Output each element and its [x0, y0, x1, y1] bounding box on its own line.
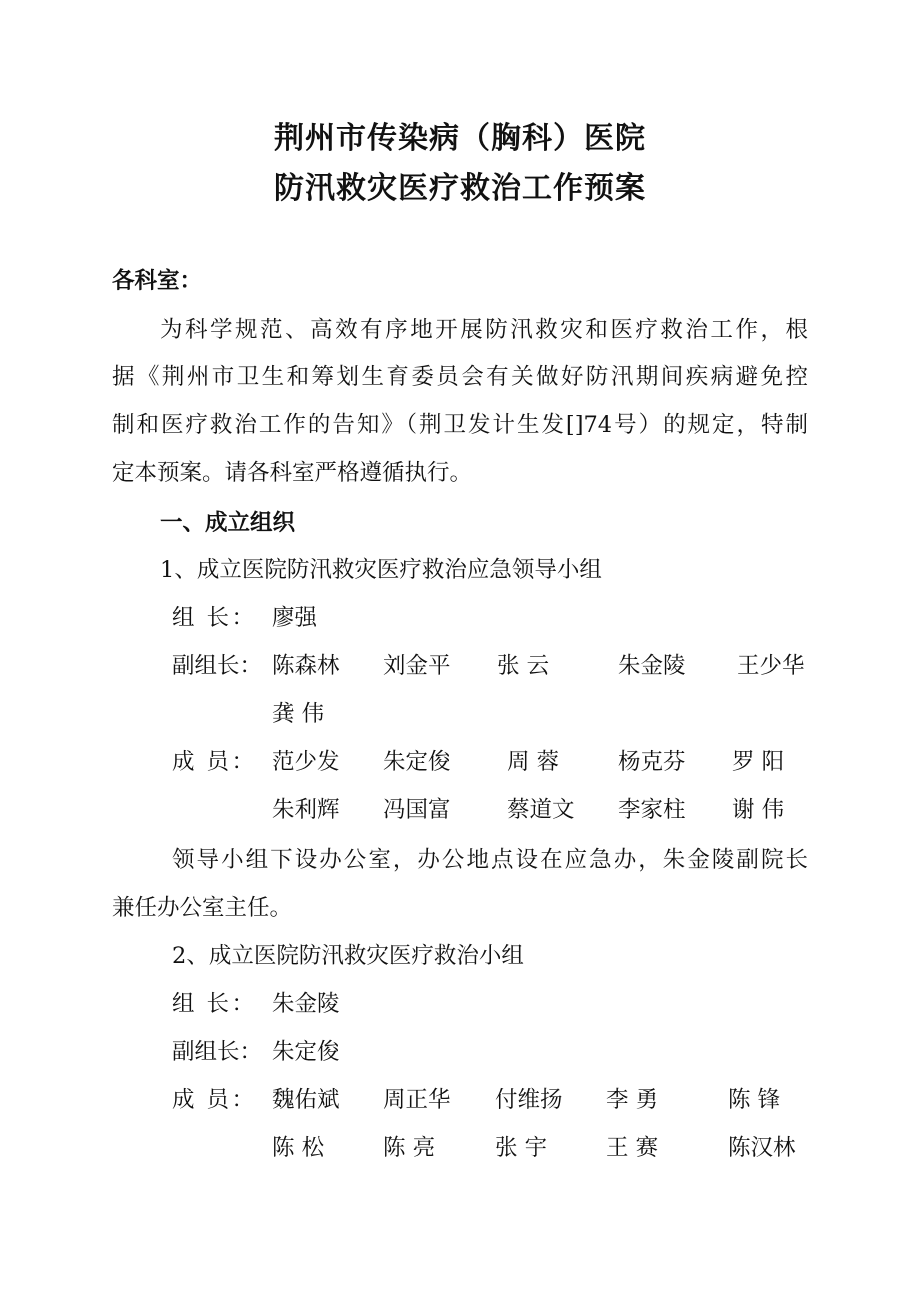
section-heading: 一、成立组织 [160, 510, 296, 536]
group1-member-name: 罗 阳 [732, 749, 785, 775]
group1-members-label: 成 员： [172, 749, 254, 775]
group1-deputy-label: 副组长： [172, 653, 263, 679]
group2-member-name: 魏佑斌 [272, 1087, 340, 1113]
group2-member-name: 李 勇 [606, 1087, 659, 1113]
group2-deputy-name: 朱定俊 [272, 1039, 340, 1065]
group1-member-name: 朱利辉 [272, 797, 340, 823]
intro-line: 为科学规范、高效有序地开展防汛救灾和医疗救治工作，根 [160, 317, 808, 343]
group1-member-name: 蔡道文 [507, 797, 575, 823]
group1-title: 1、成立医院防汛救灾医疗救治应急领导小组 [160, 557, 602, 583]
group1-deputy-name: 朱金陵 [618, 653, 686, 679]
group2-member-name: 陈 亮 [383, 1135, 436, 1161]
group1-deputy-name: 刘金平 [383, 653, 451, 679]
intro-line: 定本预案。请各科室严格遵循执行。 [112, 460, 473, 486]
group1-deputy-name: 张 云 [497, 653, 550, 679]
intro-line: 制和医疗救治工作的告知》（荆卫发计生发[]74号）的规定，特制 [112, 412, 808, 438]
salutation: 各科室： [112, 268, 203, 294]
group1-member-name: 范少发 [272, 749, 340, 775]
intro-line: 据《荆州市卫生和筹划生育委员会有关做好防汛期间疾病避免控 [112, 364, 808, 390]
group1-deputy-name: 龚 伟 [272, 701, 325, 727]
group2-member-name: 周正华 [383, 1087, 451, 1113]
group2-member-name: 王 赛 [606, 1135, 659, 1161]
document-title-line1: 荆州市传染病（胸科）医院 [274, 121, 646, 156]
group1-member-name: 李家柱 [618, 797, 686, 823]
group1-member-name: 冯国富 [383, 797, 451, 823]
group1-member-name: 杨克芬 [618, 749, 686, 775]
group2-member-name: 陈 松 [272, 1135, 325, 1161]
group1-leader-label: 组 长： [172, 605, 254, 631]
group1-leader-name: 廖强 [272, 605, 318, 631]
document-title-line2: 防汛救灾医疗救治工作预案 [274, 171, 646, 206]
group2-members-label: 成 员： [172, 1087, 254, 1113]
group1-member-name: 朱定俊 [383, 749, 451, 775]
office-note-line: 兼任办公室主任。 [112, 895, 293, 921]
group1-deputy-name: 王少华 [737, 653, 805, 679]
office-note-line: 领导小组下设办公室，办公地点设在应急办，朱金陵副院长 [172, 847, 808, 873]
group2-member-name: 张 宇 [495, 1135, 548, 1161]
group1-deputy-name: 陈森林 [272, 653, 340, 679]
group2-deputy-label: 副组长： [172, 1039, 263, 1065]
group2-leader-name: 朱金陵 [272, 991, 340, 1017]
group1-member-name: 周 蓉 [507, 749, 560, 775]
group2-member-name: 陈汉林 [728, 1135, 796, 1161]
group1-member-name: 谢 伟 [732, 797, 785, 823]
group2-leader-label: 组 长： [172, 991, 254, 1017]
group2-title: 2、成立医院防汛救灾医疗救治小组 [172, 943, 524, 969]
group2-member-name: 付维扬 [495, 1087, 563, 1113]
group2-member-name: 陈 锋 [728, 1087, 781, 1113]
